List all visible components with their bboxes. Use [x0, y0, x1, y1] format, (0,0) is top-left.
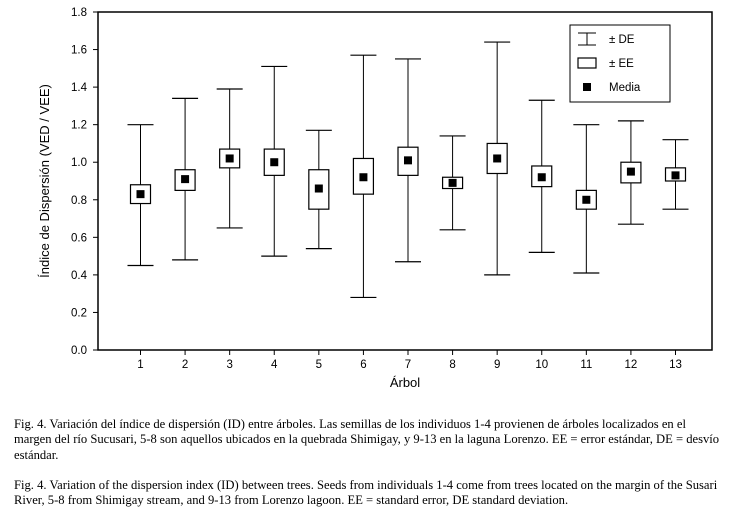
mean-marker [404, 156, 412, 164]
x-tick-label: 2 [181, 359, 189, 371]
box-tree-2 [172, 98, 198, 259]
legend-label: ± DE [609, 34, 635, 46]
box-tree-8 [440, 136, 466, 230]
x-axis-label: Árbol [389, 375, 421, 390]
x-tick-label: 8 [449, 359, 456, 371]
y-tick-label: 1.8 [71, 7, 87, 19]
x-tick-label: 13 [669, 359, 682, 371]
box-tree-13 [663, 140, 689, 209]
mean-marker [672, 171, 680, 179]
x-tick-label: 6 [360, 359, 367, 371]
x-tick-label: 11 [580, 359, 593, 371]
mean-marker [270, 158, 278, 166]
figure-caption-english: Fig. 4. Variation of the dispersion index (ID) between trees. Seeds from individuals 1-4 come from trees located on the margin of the Susari River, 5-8 from Shimigay stream, and 9-13 from Lorenzo lagoon. EE = standard error, DE standard deviation. [14, 477, 718, 508]
mean-marker [627, 168, 635, 176]
box-tree-5 [306, 130, 332, 248]
x-tick-label: 7 [404, 359, 412, 371]
box-tree-11 [573, 125, 599, 273]
mean-marker [226, 154, 234, 162]
legend-box-symbol [578, 58, 596, 68]
y-tick-label: 0.8 [71, 194, 87, 207]
figure-caption-spanish: Fig. 4. Variación del índice de dispersión (ID) entre árboles. Las semillas de los individuos 1-4 provienen de árboles localizados en el margen del río Sucusari, 5-8 son aquellos ubicados en la quebrada Shimigay, y 9-13 en la laguna Lorenzo. EE = error estándar, DE = desvío estándar. [14, 416, 720, 462]
x-tick-label: 4 [271, 359, 278, 371]
box-tree-7 [395, 59, 421, 262]
box-tree-6 [350, 55, 376, 297]
y-tick-label: 1.4 [71, 82, 87, 95]
mean-marker [315, 185, 323, 193]
y-tick-label: 0.4 [71, 269, 87, 282]
y-tick-label: 1.6 [71, 44, 87, 57]
legend-label: Media [609, 82, 641, 94]
mean-marker [137, 190, 145, 198]
box-tree-10 [529, 100, 555, 252]
mean-marker [359, 173, 367, 181]
y-tick-label: 0.6 [71, 232, 87, 245]
box-tree-12 [618, 121, 644, 224]
y-axis-label: Índice de Dispersión (VED / VEE) [37, 84, 52, 278]
mean-marker [538, 173, 546, 181]
y-tick-label: 0.0 [71, 345, 87, 357]
x-axis [137, 350, 682, 371]
y-tick-label: 0.2 [71, 307, 87, 320]
mean-marker [493, 154, 501, 162]
mean-marker [449, 179, 457, 187]
x-tick-label: 9 [493, 359, 501, 371]
legend-label: ± EE [609, 58, 634, 70]
y-axis [71, 7, 98, 357]
box-tree-4 [261, 66, 287, 256]
mean-marker [181, 175, 189, 183]
x-tick-label: 12 [624, 359, 638, 371]
legend-mean-symbol [583, 83, 591, 91]
y-tick-label: 1.2 [71, 119, 87, 132]
box-tree-1 [128, 125, 154, 266]
y-tick-label: 1.0 [71, 157, 87, 170]
x-tick-label: 1 [137, 359, 144, 371]
legend [570, 25, 670, 102]
mean-marker [582, 196, 590, 204]
x-tick-label: 10 [535, 359, 549, 371]
x-tick-label: 3 [226, 359, 233, 371]
x-tick-label: 5 [315, 359, 323, 371]
box-tree-3 [217, 89, 243, 228]
box-tree-9 [484, 42, 510, 275]
